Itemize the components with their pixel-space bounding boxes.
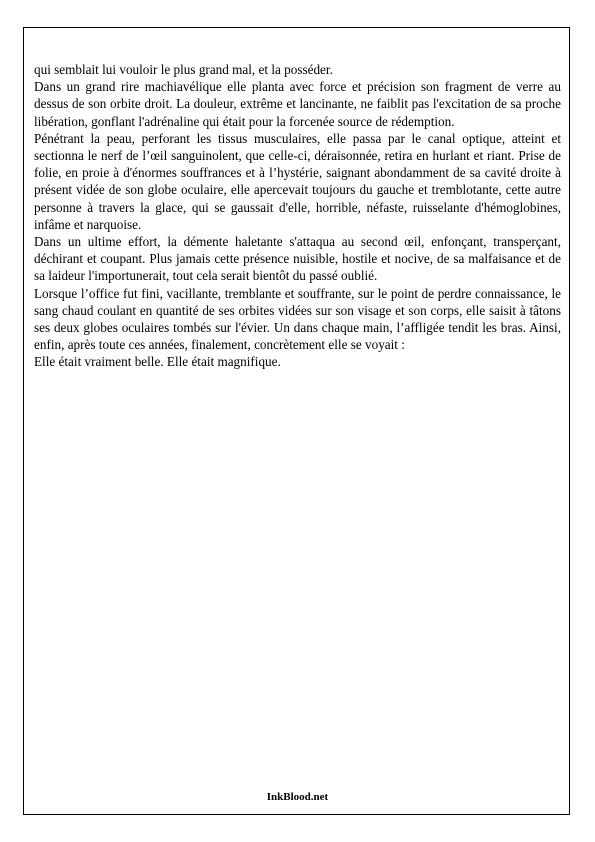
story-text — [34, 61, 561, 371]
paragraph: Dans un grand rire machiavélique elle planta avec force et précision son fragment de verre au dessus de son orbite droit. La douleur, extrême et lancinante, ne faiblit pas l'excitation de sa proche libération, gonflant l'adrénaline qui était pour la forcenée source de rédemption. — [34, 79, 561, 129]
paragraph: Pénétrant la peau, perforant les tissus musculaires, elle passa par le canal optique, atteint et sectionna le nerf de l’œil sanguinolent, que celle-ci, déraisonnée, retira en hurlant et riant. Prise de folie, en proie à d'énormes souffrances et à l’hystérie, saignant abondamment de sa cavité droite à présent vidée de son globe oculaire, elle apercevait toujours du gauche et tremblotante, cette autre personne à travers la glace, qui se gaussait d'elle, horrible, néfaste, ruisselante d'hémoglobines, infâme et narquoise. — [34, 130, 561, 232]
paragraph: Dans un ultime effort, la démente haletante s'attaqua au second œil, enfonçant, transperçant, déchirant et coupant. Plus jamais cette présence nuisible, hostile et nocive, de sa malfaisance et de sa laideur l'importunerait, tout cela serait bientôt du passé oublié. — [34, 234, 561, 284]
paragraph: Elle était vraiment belle. Elle était magnifique. — [34, 354, 281, 370]
footer-site-name: InkBlood.net — [266, 791, 329, 803]
paragraph: Lorsque l’office fut fini, vacillante, tremblante et souffrante, sur le point de perdre connaissance, le sang chaud coulant en quantité de ses orbites vidées sur son visage et son corps, elle saisit à tâtons ses deux globes oculaires tombés sur l'évier. Un dans chaque main, l’affligée tendit les bras. Ainsi, enfin, après toute ces années, finalement, concrètement elle se voyait : — [34, 285, 561, 353]
paragraph: qui semblait lui vouloir le plus grand mal, et la posséder. — [34, 62, 333, 77]
